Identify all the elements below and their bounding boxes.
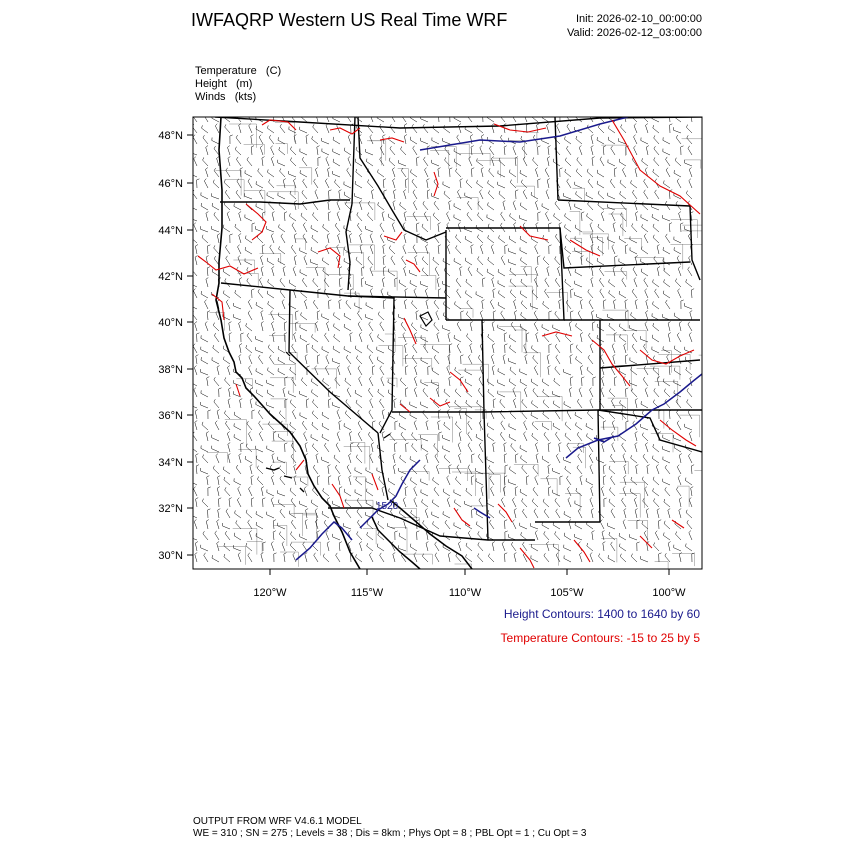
- contour-label: 1520: [376, 501, 399, 512]
- field-winds: Winds (kts): [195, 91, 257, 103]
- footer-model: OUTPUT FROM WRF V4.6.1 MODEL: [193, 816, 362, 827]
- init-time: Init: 2026-02-10_00:00:00: [576, 13, 702, 25]
- lat-label: 46°N: [158, 178, 183, 190]
- lat-label: 40°N: [158, 317, 183, 329]
- longitude-axis: [253, 569, 686, 599]
- lat-label: 48°N: [158, 130, 183, 142]
- height-contours-legend: Height Contours: 1400 to 1640 by 60: [503, 607, 700, 621]
- map-title: IWFAQRP Western US Real Time WRF: [191, 10, 508, 30]
- lat-label: 30°N: [158, 550, 183, 562]
- lon-label: 110°W: [448, 587, 482, 599]
- footer-settings: WE = 310 ; SN = 275 ; Levels = 38 ; Dis = 8km ; Phys Opt = 8 ; PBL Opt = 1 ; Cu Opt = 3: [193, 828, 587, 839]
- lat-label: 44°N: [158, 225, 183, 237]
- lon-label: 100°W: [652, 587, 686, 599]
- latitude-axis: [158, 130, 193, 562]
- map-frame: [193, 117, 702, 569]
- lon-label: 115°W: [350, 587, 384, 599]
- field-temperature: Temperature (C): [195, 65, 282, 77]
- field-height: Height (m): [195, 78, 253, 90]
- valid-time: Valid: 2026-02-12_03:00:00: [567, 27, 702, 39]
- lat-label: 42°N: [158, 271, 183, 283]
- lat-label: 38°N: [158, 364, 183, 376]
- lat-label: 36°N: [158, 410, 183, 422]
- lat-label: 34°N: [158, 457, 183, 469]
- lat-label: 32°N: [158, 503, 183, 515]
- lon-label: 105°W: [550, 587, 584, 599]
- temperature-contours-legend: Temperature Contours: -15 to 25 by 5: [500, 631, 700, 645]
- lon-label: 120°W: [253, 587, 287, 599]
